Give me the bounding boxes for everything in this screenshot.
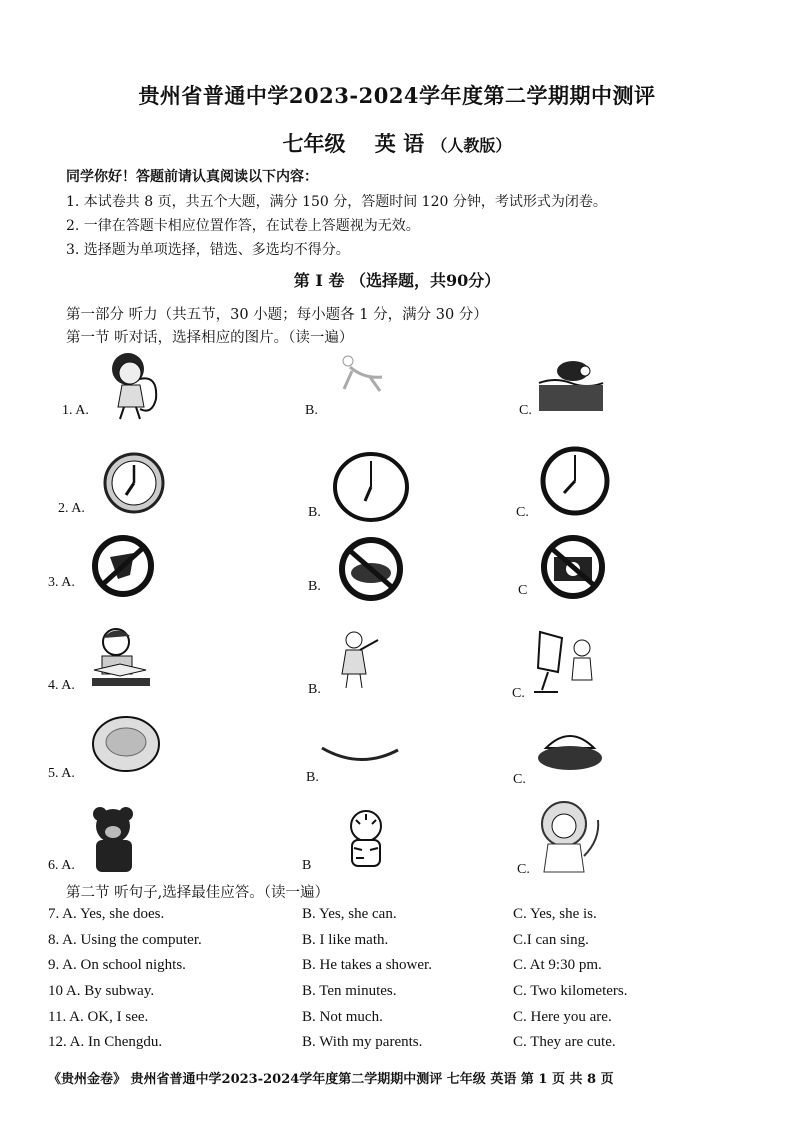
option-label: C. bbox=[517, 862, 530, 877]
picture-question-3 bbox=[0, 535, 794, 615]
exam-title: 贵州省普通中学2023-2024学年度第二学期期中测评 bbox=[138, 83, 656, 108]
note-item-1: 1. 本试卷共 8 页，共五个大题，满分 150 分，答题时间 120 分钟，考试形式为闭卷。 bbox=[66, 194, 607, 210]
picture-question-1 bbox=[0, 345, 794, 425]
q10-option-b: B. Ten minutes. bbox=[302, 983, 397, 999]
clock-icon bbox=[540, 443, 610, 519]
subject-label: 英 语 bbox=[374, 131, 425, 156]
q11-option-c: C. Here you are. bbox=[513, 1009, 612, 1025]
option-label: C bbox=[518, 583, 528, 598]
q8-option-b: B. I like math. bbox=[302, 932, 389, 948]
clock-icon bbox=[102, 451, 166, 515]
no-sign-icon bbox=[90, 535, 156, 597]
q11-option-a: 11. A. OK, I see. bbox=[48, 1009, 149, 1025]
exam-subtitle bbox=[0, 128, 794, 158]
q7-option-c: C. Yes, she is. bbox=[513, 906, 597, 922]
option-label: B. bbox=[305, 403, 318, 418]
q10-option-a: 10 A. By subway. bbox=[48, 983, 155, 999]
option-label: B. bbox=[308, 505, 321, 520]
option-label: B. bbox=[306, 770, 319, 785]
sub-section-2-heading: 第二节 听句子,选择最佳应答。（读一遍） bbox=[66, 885, 329, 901]
tiger-icon bbox=[338, 808, 394, 868]
option-label: B. bbox=[308, 682, 321, 697]
option-label: B. bbox=[308, 579, 321, 594]
bear-icon bbox=[86, 804, 144, 874]
clock-icon bbox=[332, 451, 410, 523]
q10-option-c: C. Two kilometers. bbox=[513, 983, 628, 999]
q7-option-b: B. Yes, she can. bbox=[302, 906, 397, 922]
picture-question-5 bbox=[0, 712, 794, 792]
option-label: 3. A. bbox=[48, 575, 75, 590]
note-item-3: 3. 选择题为单项选择，错选、多选均不得分。 bbox=[66, 242, 350, 258]
q8-option-c: C.I can sing. bbox=[513, 932, 589, 948]
q7-option-a: 7. A. Yes, she does. bbox=[48, 906, 165, 922]
dumpling-icon bbox=[534, 720, 606, 778]
grade-label: 七年级 bbox=[282, 131, 346, 156]
gymnast-icon bbox=[330, 353, 394, 403]
lion-icon bbox=[534, 800, 604, 876]
option-label: 5. A. bbox=[48, 766, 75, 781]
mooncake-icon bbox=[90, 714, 162, 776]
option-label: 1. A. bbox=[62, 403, 89, 418]
option-label: 4. A. bbox=[48, 678, 75, 693]
no-photo-sign-icon bbox=[538, 535, 608, 599]
no-eating-sign-icon bbox=[336, 537, 406, 601]
option-label: C. bbox=[513, 772, 526, 787]
q12-option-b: B. With my parents. bbox=[302, 1034, 423, 1050]
option-label: B bbox=[302, 858, 312, 873]
picture-question-4 bbox=[0, 622, 794, 702]
q9-option-c: C. At 9:30 pm. bbox=[513, 957, 602, 973]
page-footer: 《贵州金卷》 贵州省普通中学2023-2024学年度第二学期期中测评 七年级 英语 第 1 页 共 8 页 bbox=[48, 1072, 614, 1087]
option-label: C. bbox=[516, 505, 529, 520]
q8-option-a: 8. A. Using the computer. bbox=[48, 932, 202, 948]
option-label: 2. A. bbox=[58, 501, 85, 516]
option-label: C. bbox=[519, 403, 532, 418]
reading-boy-icon bbox=[84, 624, 156, 690]
q12-option-c: C. They are cute. bbox=[513, 1034, 616, 1050]
option-label: 6. A. bbox=[48, 858, 75, 873]
part-1-heading: 第一部分 听力（共五节，30 小题；每小题各 1 分，满分 30 分） bbox=[66, 307, 488, 323]
note-item-2: 2. 一律在答题卡相应位置作答，在试卷上答题视为无效。 bbox=[66, 218, 420, 234]
q9-option-b: B. He takes a shower. bbox=[302, 957, 432, 973]
notes-greeting: 同学你好！答题前请认真阅读以下内容： bbox=[66, 169, 318, 185]
q9-option-a: 9. A. On school nights. bbox=[48, 957, 186, 973]
edition-label: （人教版） bbox=[431, 136, 512, 155]
painting-girl-icon bbox=[532, 628, 602, 694]
picture-question-6 bbox=[0, 800, 794, 880]
picture-question-2 bbox=[0, 443, 794, 523]
q12-option-a: 12. A. In Chengdu. bbox=[48, 1034, 163, 1050]
swimmer-icon bbox=[535, 353, 607, 415]
section-title: 第 I 卷 （选择题，共90分） bbox=[293, 271, 501, 290]
singing-girl-icon bbox=[100, 349, 172, 421]
violin-girl-icon bbox=[332, 628, 386, 692]
q11-option-b: B. Not much. bbox=[302, 1009, 383, 1025]
sub-section-1-heading: 第一节 听对话，选择相应的图片。（读一遍） bbox=[66, 330, 354, 346]
option-label: C. bbox=[512, 686, 525, 701]
noodle-icon bbox=[320, 742, 400, 768]
